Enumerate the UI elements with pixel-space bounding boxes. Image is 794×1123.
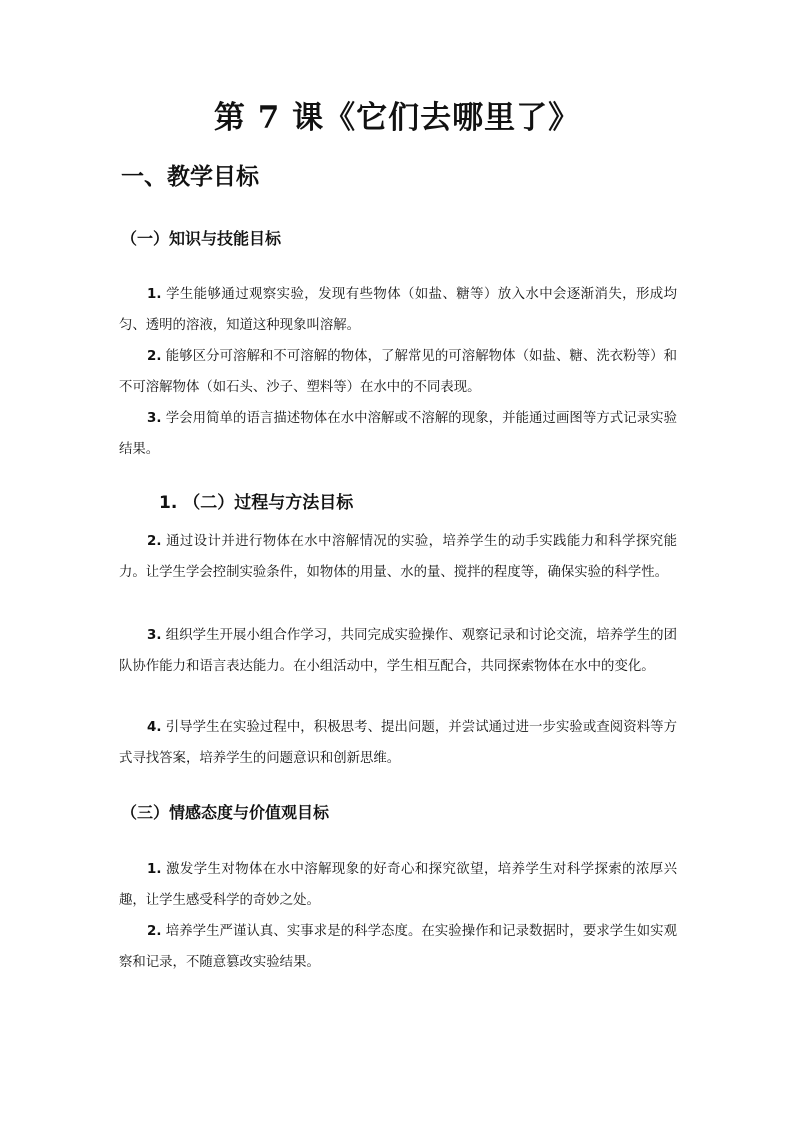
subheading-knowledge-skills: （一）知识与技能目标 — [121, 229, 282, 248]
knowledge-item-2 — [119, 341, 677, 403]
item-number: 2. — [147, 534, 162, 549]
knowledge-item-1 — [119, 279, 677, 341]
item-text: 能够区分可溶解和不可溶解的物体，了解常见的可溶解物体（如盐、糖、洗衣粉等）和不可溶解物体（如石头、沙子、塑料等）在水中的不同表现。 — [119, 349, 677, 395]
knowledge-item-3 — [119, 403, 677, 465]
item-number: 4. — [147, 720, 162, 735]
item-text: 学会用简单的语言描述物体在水中溶解或不溶解的现象，并能通过画图等方式记录实验结果。 — [119, 411, 677, 457]
item-number: 3. — [147, 411, 162, 426]
item-number: 1. — [147, 287, 162, 302]
process-item-2 — [119, 526, 677, 588]
item-text: 通过设计并进行物体在水中溶解情况的实验，培养学生的动手实践能力和科学探究能力。让学生学会控制实验条件，如物体的用量、水的量、搅拌的程度等，确保实验的科学性。 — [119, 534, 677, 580]
item-text: 引导学生在实验过程中，积极思考、提出问题，并尝试通过进一步实验或查阅资料等方式寻找答案，培养学生的问题意识和创新思维。 — [119, 720, 677, 766]
subheading-process-methods: 1. （二）过程与方法目标 — [159, 493, 354, 513]
process-item-4 — [119, 712, 677, 774]
item-text: 学生能够通过观察实验，发现有些物体（如盐、糖等）放入水中会逐渐消失，形成均匀、透明的溶液，知道这种现象叫溶解。 — [119, 287, 677, 333]
section-heading-teaching-goals: 一、教学目标 — [121, 164, 259, 190]
subheading-attitude-values: （三）情感态度与价值观目标 — [121, 803, 330, 822]
item-text: 组织学生开展小组合作学习，共同完成实验操作、观察记录和讨论交流，培养学生的团队协作能力和语言表达能力。在小组活动中，学生相互配合，共同探索物体在水中的变化。 — [119, 628, 677, 674]
item-number: 2. — [147, 924, 162, 939]
attitude-item-1 — [119, 854, 677, 916]
item-number: 2. — [147, 349, 162, 364]
lesson-title: 第 7 课《它们去哪里了》 — [213, 100, 581, 136]
attitude-item-2 — [119, 916, 677, 978]
item-number: 1. — [147, 862, 162, 877]
item-number: 3. — [147, 628, 162, 643]
item-text: 培养学生严谨认真、实事求是的科学态度。在实验操作和记录数据时，要求学生如实观察和记录，不随意篡改实验结果。 — [119, 924, 677, 970]
item-text: 激发学生对物体在水中溶解现象的好奇心和探究欲望，培养学生对科学探索的浓厚兴趣，让学生感受科学的奇妙之处。 — [119, 862, 677, 908]
process-item-3 — [119, 620, 677, 682]
